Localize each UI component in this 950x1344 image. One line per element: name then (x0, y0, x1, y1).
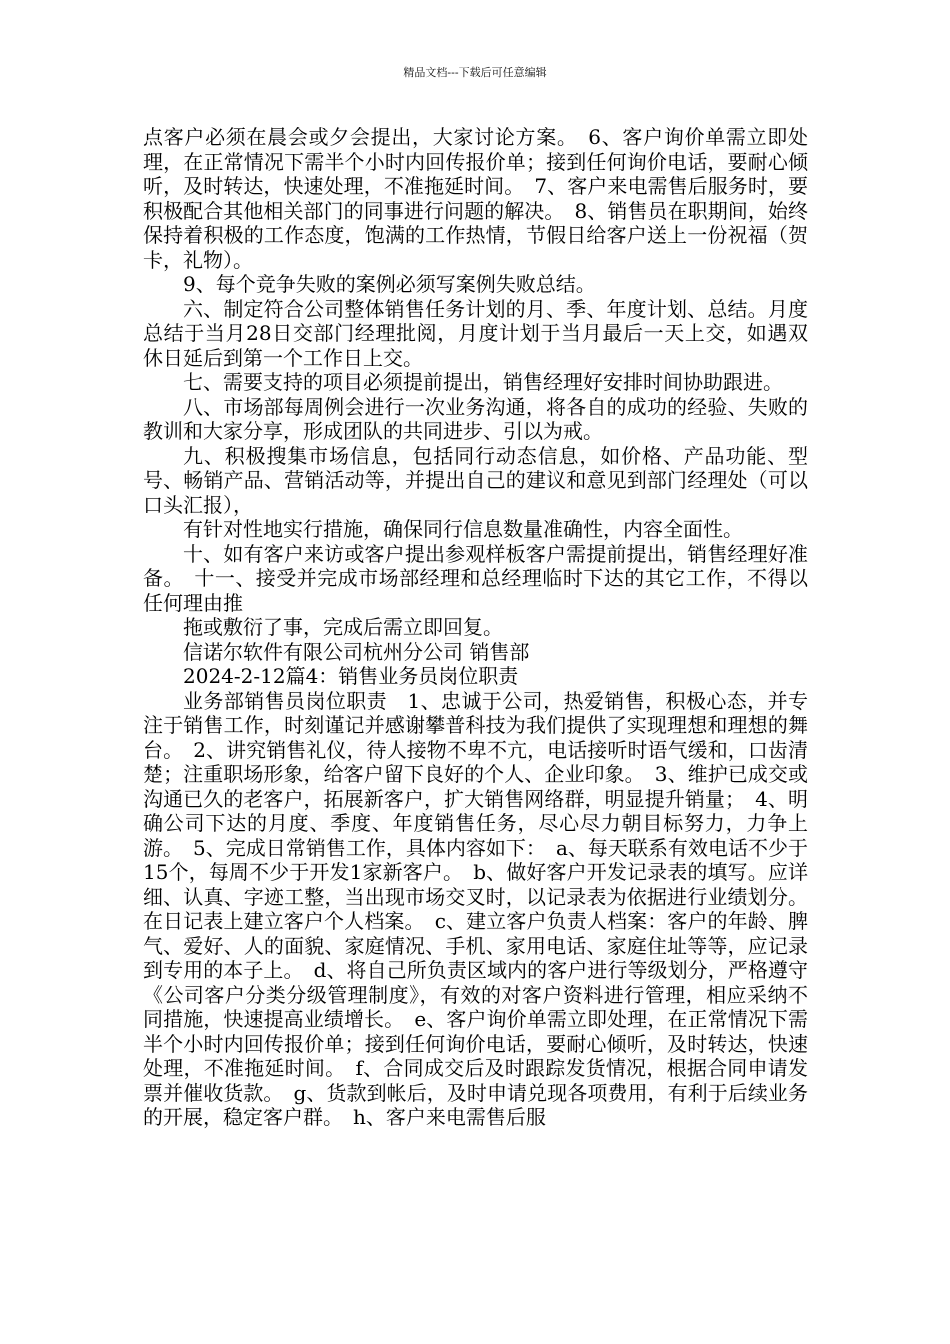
paragraph: 信诺尔软件有限公司杭州分公司 销售部 (183, 639, 530, 664)
paragraph: 八、市场部每周例会进行一次业务沟通，将各自的成功的经验、失败的教训和大家分享，形成团队的共同进步、引以为戒。 (143, 394, 808, 443)
paragraph: 点客户必须在晨会或夕会提出，大家讨论方案。 6、客户询价单需立即处理，在正常情况下需半个小时内回传报价单；接到任何询价电话，要耐心倾听，及时转达，快速处理，不准拖延时间。 7、客户来电需售后服务时，要积极配合其他相关部门的同事进行问题的解决。 8、销售员在职期间，始终保持着积极的工作态度，饱满的工作热情，节假日给客户送上一份祝福（贺卡，礼物）。 (143, 125, 808, 272)
document-body (143, 125, 808, 1130)
paragraph: 十、如有客户来访或客户提出参观样板客户需提前提出，销售经理好准备。 十一、接受并完成市场部经理和总经理临时下达的其它工作，不得以任何理由推 (143, 541, 808, 615)
header-text: 精品文档---下载后可任意编辑 (403, 66, 547, 79)
paragraph: 9、每个竞争失败的案例必须写案例失败总结。 (183, 272, 596, 296)
paragraph: 拖或敷衍了事，完成后需立即回复。 (183, 615, 503, 639)
paragraph: 七、需要支持的项目必须提前提出，销售经理好安排时间协助跟进。 (183, 370, 783, 394)
paragraph: 六、制定符合公司整体销售任务计划的月、季、年度计划、总结。月度总结于当月28日交部门经理批阅，月度计划于当月最后一天上交，如遇双休日延后到第一个工作日上交。 (143, 296, 808, 370)
paragraph: 业务部销售员岗位职责 1、忠诚于公司，热爱销售，积极心态，并专注于销售工作，时刻谨记并感谢攀普科技为我们提供了实现理想和理想的舞台。 2、讲究销售礼仪，待人接物不卑不亢，电话接听时语气缓和，口齿清楚；注重职场形象，给客户留下良好的个人、企业印象。 3、维护已成交或沟通已久的老客户，拓展新客户，扩大销售网络群，明显提升销量； 4、明确公司下达的月度、季度、年度销售任务，尽心尽力朝目标努力，力争上游。 5、完成日常销售工作，具体内容如下： a、每天联系有效电话不少于15个，每周不少于开发1家新客户。 b、做好客户开发记录表的填写。应详细、认真、字迹工整，当出现市场交叉时，以记录表为依据进行业绩划分。在日记表上建立客户个人档案。 c、建立客户负责人档案：客户的年龄、脾气、爱好、人的面貌、家庭情况、手机、家用电话、家庭住址等等，应记录到专用的本子上。 d、将自己所负责区域内的客户进行等级划分，严格遵守《公司客户分类分级管理制度》，有效的对客户资料进行管理，相应采纳不同措施，快速提高业绩增长。 e、客户询价单需立即处理，在正常情况下需半个小时内回传报价单；接到任何询价电话，要耐心倾听，及时转达，快速处理，不准拖延时间。 f、合同成交后及时跟踪发货情况，根据合同申请发票并催收货款。 g、货款到帐后，及时申请兑现各项费用，有利于后续业务的开展，稳定客户群。 h、客户来电需售后服 (143, 688, 808, 1129)
paragraph: 九、积极搜集市场信息，包括同行动态信息，如价格、产品功能、型号、畅销产品、营销活动等，并提出自己的建议和意见到部门经理处（可以口头汇报）， (143, 443, 808, 517)
paragraph: 有针对性地实行措施，确保同行信息数量准确性，内容全面性。 (183, 517, 743, 541)
paragraph: 2024-2-12篇4：销售业务员岗位职责 (183, 664, 519, 688)
page-header (0, 66, 950, 80)
